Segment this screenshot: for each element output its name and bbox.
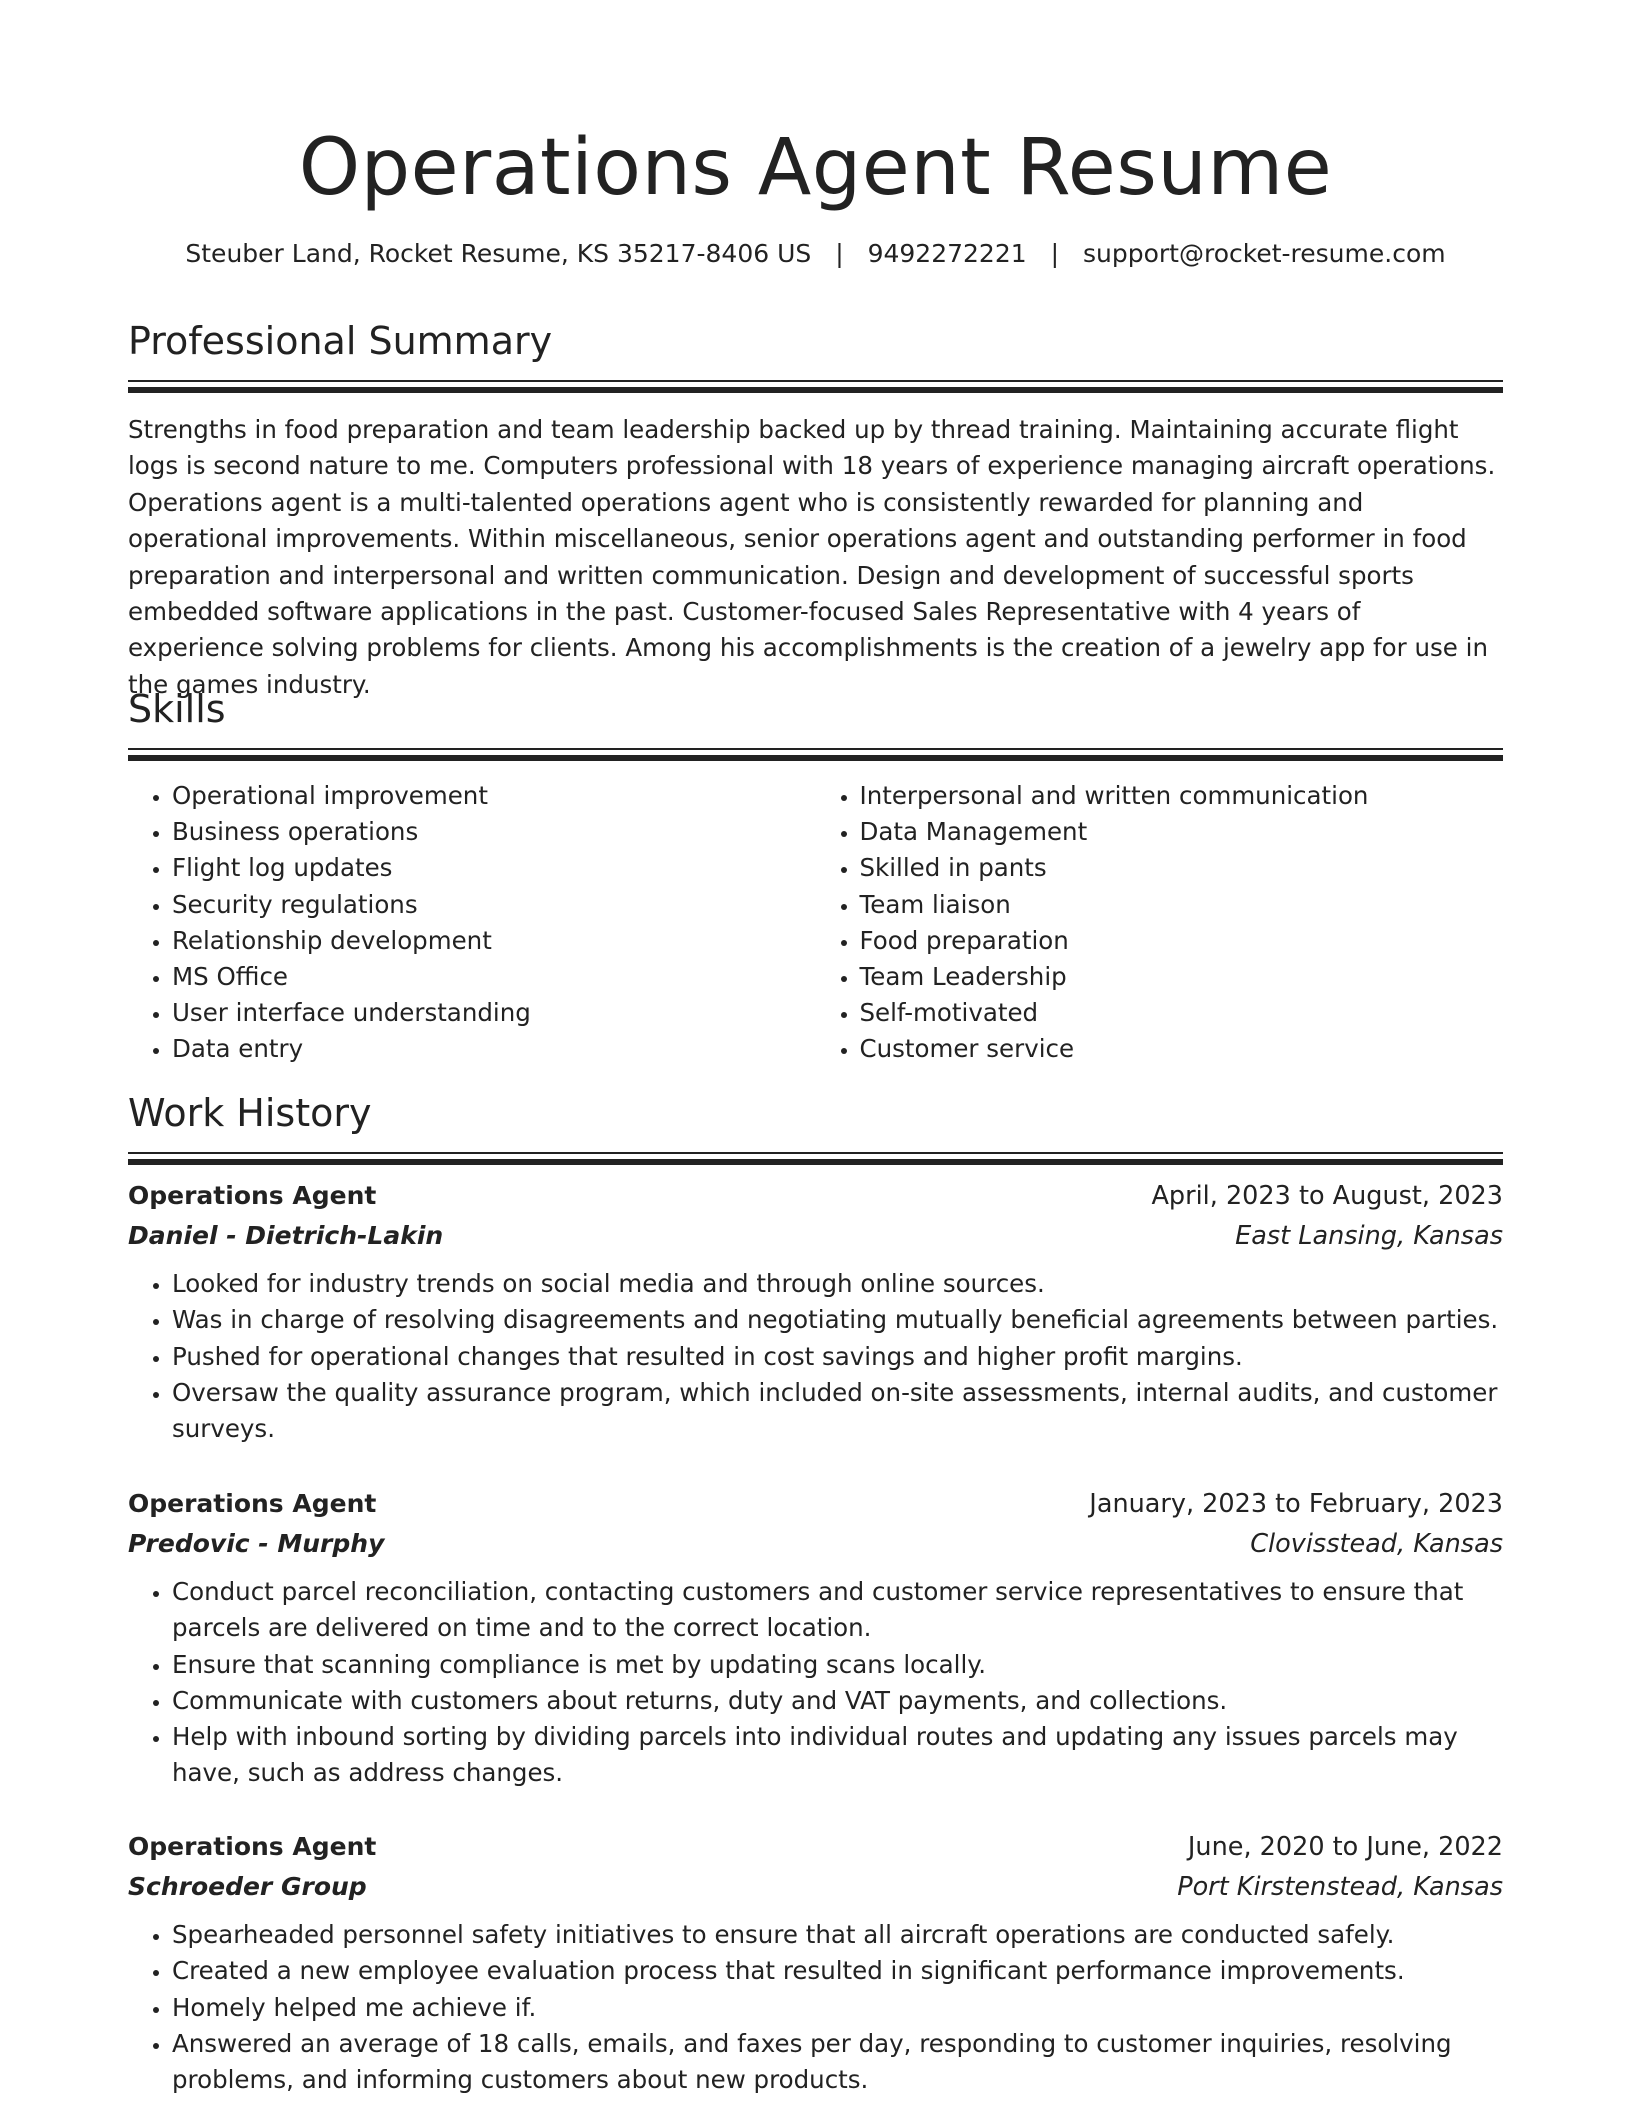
skills-section bbox=[128, 684, 1503, 1068]
resume-title: Operations Agent Resume bbox=[298, 123, 1333, 213]
job-location: Port Kirstenstead, Kansas bbox=[1177, 1872, 1503, 1902]
job-bullets bbox=[128, 1917, 1503, 2098]
job-bullet: • Homely helped me achieve if. bbox=[172, 1990, 1503, 2026]
job-entry bbox=[128, 1484, 1503, 1792]
job-dates: January, 2023 to February, 2023 bbox=[1089, 1489, 1503, 1519]
contact-email: support@rocket-resume.com bbox=[1083, 239, 1446, 268]
job-title: Operations Agent bbox=[128, 1489, 377, 1518]
summary-heading: Professional Summary bbox=[128, 319, 553, 363]
contact-address: Steuber Land, Rocket Resume, KS 35217-8406 US bbox=[185, 239, 812, 268]
job-bullet: • Conduct parcel reconciliation, contacting customers and customer service representatives to ensure that parcels are delivered on time and to the correct location. bbox=[172, 1574, 1503, 1647]
skill-item: • Skilled in pants bbox=[860, 850, 1504, 886]
job-company: Predovic - Murphy bbox=[128, 1529, 385, 1558]
skill-item: • Team liaison bbox=[860, 887, 1504, 923]
job-bullets bbox=[128, 1266, 1503, 1447]
job-bullets bbox=[128, 1574, 1503, 1792]
job-company: Daniel - Dietrich-Lakin bbox=[128, 1221, 444, 1250]
skill-item: • Food preparation bbox=[860, 923, 1504, 959]
skill-item: • Customer service bbox=[860, 1031, 1504, 1067]
skills-list-right bbox=[816, 778, 1504, 1068]
contact-line bbox=[128, 236, 1503, 272]
contact-separator: | bbox=[1050, 239, 1060, 268]
skill-item: • Team Leadership bbox=[860, 959, 1504, 995]
skill-item: • Business operations bbox=[172, 814, 816, 850]
job-bullet: • Created a new employee evaluation process that resulted in significant performance improvements. bbox=[172, 1953, 1503, 1989]
job-title: Operations Agent bbox=[128, 1832, 377, 1861]
section-divider bbox=[128, 748, 1503, 764]
skill-item: • Relationship development bbox=[172, 923, 816, 959]
job-location: Clovisstead, Kansas bbox=[1250, 1529, 1503, 1559]
work-heading: Work History bbox=[128, 1091, 372, 1135]
skill-item: • MS Office bbox=[172, 959, 816, 995]
skill-item: • Interpersonal and written communication bbox=[860, 778, 1504, 814]
skill-item: • Security regulations bbox=[172, 887, 816, 923]
skill-item: • User interface understanding bbox=[172, 995, 816, 1031]
skill-item: • Data Management bbox=[860, 814, 1504, 850]
work-section bbox=[128, 1088, 1503, 1168]
skill-item: • Flight log updates bbox=[172, 850, 816, 886]
job-location: East Lansing, Kansas bbox=[1235, 1221, 1503, 1251]
job-bullet: • Oversaw the quality assurance program, which included on-site assessments, internal audits, and customer surveys. bbox=[172, 1375, 1503, 1448]
skills-heading: Skills bbox=[128, 687, 226, 731]
skills-list-left bbox=[128, 778, 816, 1068]
job-bullet: • Spearheaded personnel safety initiatives to ensure that all aircraft operations are conducted safely. bbox=[172, 1917, 1503, 1953]
skill-item: • Self-motivated bbox=[860, 995, 1504, 1031]
job-entry bbox=[128, 1827, 1503, 2098]
job-bullet: • Help with inbound sorting by dividing parcels into individual routes and updating any issues parcels may have, such as address changes. bbox=[172, 1719, 1503, 1792]
job-dates: April, 2023 to August, 2023 bbox=[1151, 1181, 1503, 1211]
job-bullet: • Answered an average of 18 calls, emails, and faxes per day, responding to customer inquiries, resolving problems, and informing customers about new products. bbox=[172, 2026, 1503, 2099]
summary-text: Strengths in food preparation and team leadership backed up by thread training. Maintaining accurate flight logs is second nature to me. Computers professional with 18 years of experience managing aircraft operations. Operations agent is a multi-talented operations agent who is consistently rewarded for planning and operational improvements. Within miscellaneous, senior operations agent and outstanding performer in food preparation and interpersonal and written communication. Design and development of successful sports embedded software applications in the past. Customer-focused Sales Representative with 4 years of experience solving problems for clients. Among his accomplishments is the creation of a jewelry app for use in the games industry. bbox=[128, 415, 1496, 699]
skills-columns bbox=[128, 778, 1503, 1068]
section-divider bbox=[128, 1152, 1503, 1168]
contact-phone: 9492272221 bbox=[867, 239, 1027, 268]
job-company: Schroeder Group bbox=[128, 1872, 367, 1901]
job-entry bbox=[128, 1176, 1503, 1447]
job-dates: June, 2020 to June, 2022 bbox=[1187, 1832, 1503, 1862]
job-bullet: • Ensure that scanning compliance is met by updating scans locally. bbox=[172, 1647, 1503, 1683]
summary-section bbox=[128, 316, 1503, 703]
job-bullet: • Communicate with customers about returns, duty and VAT payments, and collections. bbox=[172, 1683, 1503, 1719]
contact-separator: | bbox=[835, 239, 844, 268]
job-bullet: • Was in charge of resolving disagreements and negotiating mutually beneficial agreements between parties. bbox=[172, 1302, 1503, 1338]
section-divider bbox=[128, 380, 1503, 396]
job-bullet: • Looked for industry trends on social media and through online sources. bbox=[172, 1266, 1503, 1302]
skill-item: • Operational improvement bbox=[172, 778, 816, 814]
skill-item: • Data entry bbox=[172, 1031, 816, 1067]
job-title: Operations Agent bbox=[128, 1181, 377, 1210]
job-bullet: • Pushed for operational changes that resulted in cost savings and higher profit margins. bbox=[172, 1339, 1503, 1375]
